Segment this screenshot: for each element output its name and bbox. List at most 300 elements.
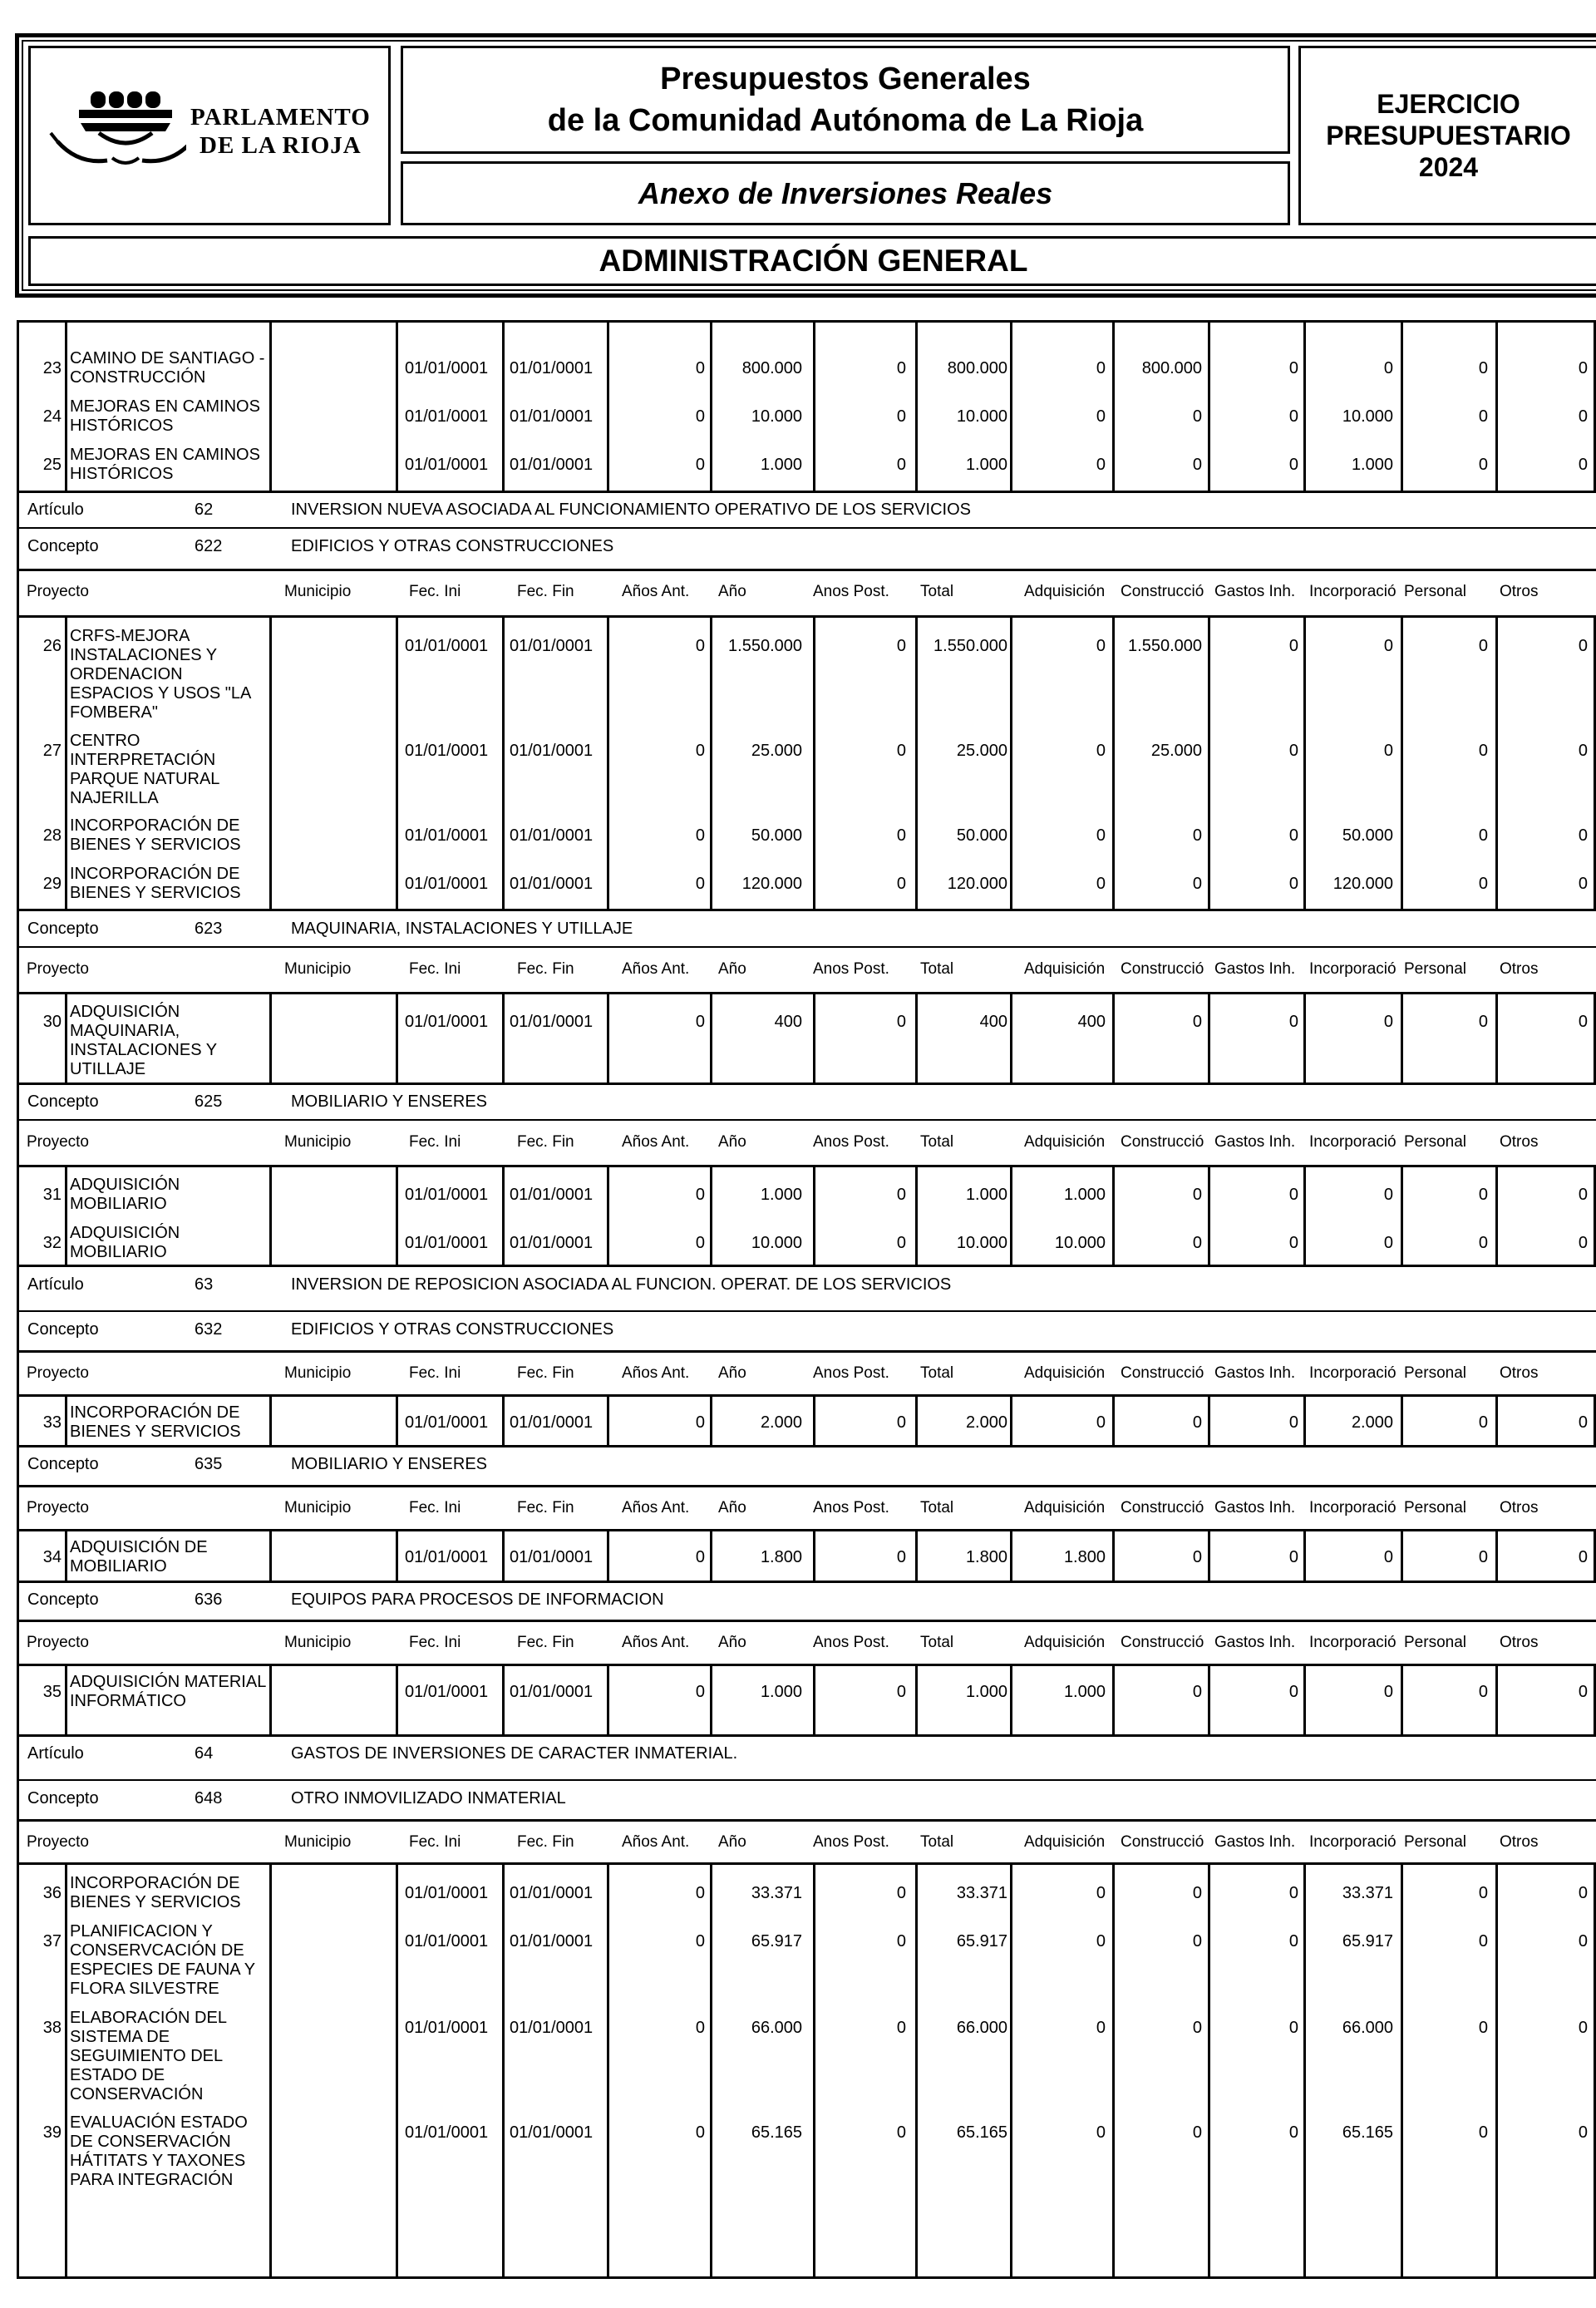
- column-header-construccion: Construcció: [1121, 1133, 1204, 1151]
- column-header-fec-ini: Fec. Ini: [409, 583, 461, 600]
- ant-value: 0: [695, 875, 705, 893]
- column-divider: [502, 1864, 505, 2276]
- otr-value: 0: [1578, 1234, 1588, 1252]
- column-header-fec-fin: Fec. Fin: [517, 1133, 574, 1151]
- total-value: 1.000: [965, 456, 1007, 474]
- column-header-proyecto: Proyecto: [27, 583, 89, 600]
- ant-value: 0: [695, 2123, 705, 2142]
- ano-value: 10.000: [751, 407, 802, 426]
- cons-value: 0: [1192, 1548, 1202, 1566]
- articulo-description: INVERSION NUEVA ASOCIADA AL FUNCIONAMIENTO OPERATIVO DE LOS SERVICIOS: [291, 500, 971, 519]
- otr-value: 0: [1578, 1413, 1588, 1432]
- table-rule: [17, 1529, 1596, 1531]
- column-header-anos-post: Anos Post.: [813, 1133, 889, 1151]
- column-header-total: Total: [920, 1499, 954, 1516]
- concepto-description: OTRO INMOVILIZADO INMATERIAL: [291, 1788, 566, 1807]
- cons-value: 0: [1192, 2123, 1202, 2142]
- column-divider: [1010, 1864, 1012, 2276]
- fec-ini-value: 01/01/0001: [405, 875, 489, 893]
- fec-ini-value: 01/01/0001: [405, 1234, 489, 1252]
- column-header-municipio: Municipio: [284, 960, 352, 978]
- table-row: [17, 627, 1596, 722]
- concepto-description: MOBILIARIO Y ENSERES: [291, 1092, 488, 1111]
- otr-value: 0: [1578, 407, 1588, 426]
- fec-fin-value: 01/01/0001: [510, 1234, 594, 1252]
- column-divider: [1303, 994, 1306, 1082]
- post-value: 0: [896, 1548, 906, 1566]
- table-row: [17, 816, 1596, 854]
- column-header-anos-post: Anos Post.: [813, 1499, 889, 1516]
- subtitle-box: [401, 161, 1290, 225]
- per-value: 0: [1478, 1234, 1488, 1252]
- ant-value: 0: [695, 1234, 705, 1252]
- column-header-total: Total: [920, 960, 954, 978]
- fec-fin-value: 01/01/0001: [510, 359, 594, 377]
- column-header-anos-post: Anos Post.: [813, 1634, 889, 1651]
- column-header-row: [17, 1621, 1596, 1664]
- concepto-code: 635: [195, 1454, 223, 1473]
- otr-value: 0: [1578, 1932, 1588, 1950]
- table-row: [17, 1874, 1596, 1911]
- total-value: 10.000: [956, 1234, 1007, 1252]
- column-divider: [396, 994, 398, 1082]
- concepto-code: 648: [195, 1788, 223, 1807]
- ano-value: 1.550.000: [728, 637, 802, 655]
- per-value: 0: [1478, 826, 1488, 845]
- fec-fin-value: 01/01/0001: [510, 742, 594, 760]
- column-divider: [1208, 1864, 1210, 2276]
- cons-value: 0: [1192, 1683, 1202, 1701]
- column-header-fec-ini: Fec. Ini: [409, 1133, 461, 1151]
- post-value: 0: [896, 359, 906, 377]
- concepto-description: EDIFICIOS Y OTRAS CONSTRUCCIONES: [291, 1319, 614, 1339]
- inc-value: 0: [1383, 1013, 1393, 1031]
- column-header-proyecto: Proyecto: [27, 1634, 89, 1651]
- fec-fin-value: 01/01/0001: [510, 637, 594, 655]
- fec-ini-value: 01/01/0001: [405, 1186, 489, 1204]
- concepto-code: 625: [195, 1092, 223, 1111]
- cons-value: 0: [1192, 1413, 1202, 1432]
- post-value: 0: [896, 1683, 906, 1701]
- concepto-description: MAQUINARIA, INSTALACIONES Y UTILLAJE: [291, 919, 633, 938]
- ejercicio-box: [1298, 46, 1596, 225]
- project-name: INCORPORACIÓN DE BIENES Y SERVICIOS: [70, 1874, 241, 1911]
- column-header-incorporacion: Incorporació: [1309, 583, 1396, 600]
- adq-value: 0: [1096, 742, 1106, 760]
- ant-value: 0: [695, 359, 705, 377]
- column-divider: [65, 994, 67, 1082]
- table-rule: [17, 1664, 1596, 1666]
- project-name: PLANIFICACION Y CONSERVCACIÓN DE ESPECIES DE FAUNA Y FLORA SILVESTRE: [70, 1922, 255, 1998]
- row-number: 38: [42, 2019, 62, 2037]
- concepto-description: MOBILIARIO Y ENSERES: [291, 1454, 488, 1473]
- column-header-gastos-inh: Gastos Inh.: [1214, 1364, 1296, 1382]
- adq-value: 1.000: [1063, 1186, 1106, 1204]
- per-value: 0: [1478, 742, 1488, 760]
- column-header-ano: Año: [718, 1364, 746, 1382]
- fec-fin-value: 01/01/0001: [510, 875, 594, 893]
- column-header-personal: Personal: [1404, 1833, 1466, 1851]
- adq-value: 0: [1096, 2123, 1106, 2142]
- ano-value: 50.000: [751, 826, 802, 845]
- concepto-code: 623: [195, 919, 223, 938]
- cons-value: 0: [1192, 1013, 1202, 1031]
- row-number: 33: [42, 1413, 62, 1432]
- column-header-total: Total: [920, 1364, 954, 1382]
- ant-value: 0: [695, 742, 705, 760]
- post-value: 0: [896, 407, 906, 426]
- column-divider: [269, 994, 272, 1082]
- fec-fin-value: 01/01/0001: [510, 1013, 594, 1031]
- fec-ini-value: 01/01/0001: [405, 2019, 489, 2037]
- column-divider: [1495, 1864, 1498, 2276]
- post-value: 0: [896, 875, 906, 893]
- title-box: [401, 46, 1290, 154]
- column-header-otros: Otros: [1500, 960, 1539, 978]
- inc-value: 0: [1383, 637, 1393, 655]
- concepto-row: [17, 1781, 1596, 1816]
- section-title: ADMINISTRACIÓN GENERAL: [598, 244, 1028, 278]
- fec-ini-value: 01/01/0001: [405, 1548, 489, 1566]
- total-value: 2.000: [965, 1413, 1007, 1432]
- column-header-otros: Otros: [1500, 1833, 1539, 1851]
- title-line1: Presupuestos Generales: [660, 62, 1031, 96]
- table-row: [17, 1538, 1596, 1576]
- gas-value: 0: [1288, 1013, 1298, 1031]
- table-rule: [17, 615, 1596, 618]
- column-header-proyecto: Proyecto: [27, 1833, 89, 1851]
- column-header-row: [17, 1487, 1596, 1530]
- table-row: [17, 1176, 1596, 1213]
- table-row: [17, 1922, 1596, 1998]
- ant-value: 0: [695, 456, 705, 474]
- otr-value: 0: [1578, 1013, 1588, 1031]
- column-header-incorporacion: Incorporació: [1309, 1499, 1396, 1516]
- ano-value: 800.000: [741, 359, 802, 377]
- inc-value: 33.371: [1342, 1884, 1393, 1902]
- concepto-label: Concepto: [27, 1092, 99, 1111]
- adq-value: 1.000: [1063, 1683, 1106, 1701]
- column-divider: [396, 1864, 398, 2276]
- column-divider: [607, 994, 609, 1082]
- post-value: 0: [896, 2123, 906, 2142]
- per-value: 0: [1478, 1932, 1488, 1950]
- row-number: 34: [42, 1548, 62, 1566]
- logo-box: [28, 46, 391, 225]
- gas-value: 0: [1288, 1683, 1298, 1701]
- articulo-description: GASTOS DE INVERSIONES DE CARACTER INMATERIAL.: [291, 1743, 738, 1763]
- inc-value: 65.917: [1342, 1932, 1393, 1950]
- inc-value: 66.000: [1342, 2019, 1393, 2037]
- column-header-ano: Año: [718, 1499, 746, 1516]
- column-header-total: Total: [920, 1133, 954, 1151]
- adq-value: 0: [1096, 826, 1106, 845]
- row-number: 31: [42, 1186, 62, 1204]
- post-value: 0: [896, 637, 906, 655]
- column-divider: [1401, 994, 1403, 1082]
- otr-value: 0: [1578, 742, 1588, 760]
- project-name: ADQUISICIÓN MOBILIARIO: [70, 1224, 180, 1261]
- project-name: EVALUACIÓN ESTADO DE CONSERVACIÓN HÁTITATS Y TAXONES PARA INTEGRACIÓN: [70, 2113, 248, 2189]
- cons-value: 0: [1192, 1234, 1202, 1252]
- gas-value: 0: [1288, 1186, 1298, 1204]
- column-header-municipio: Municipio: [284, 1364, 352, 1382]
- articulo-row: [17, 492, 1596, 527]
- adq-value: 0: [1096, 875, 1106, 893]
- column-divider: [1495, 994, 1498, 1082]
- ano-value: 65.165: [751, 2123, 802, 2142]
- column-divider: [1208, 994, 1210, 1082]
- column-header-anos-ant: Años Ant.: [622, 1499, 690, 1516]
- otr-value: 0: [1578, 2123, 1588, 2142]
- fec-fin-value: 01/01/0001: [510, 1932, 594, 1950]
- ant-value: 0: [695, 1186, 705, 1204]
- column-header-ano: Año: [718, 583, 746, 600]
- fec-ini-value: 01/01/0001: [405, 1013, 489, 1031]
- adq-value: 0: [1096, 2019, 1106, 2037]
- articulo-description: INVERSION DE REPOSICION ASOCIADA AL FUNCION. OPERAT. DE LOS SERVICIOS: [291, 1275, 952, 1294]
- project-name: MEJORAS EN CAMINOS HISTÓRICOS: [70, 446, 260, 483]
- column-header-row: [17, 1121, 1596, 1164]
- cons-value: 1.550.000: [1128, 637, 1202, 655]
- inc-value: 50.000: [1342, 826, 1393, 845]
- column-header-adquisicion: Adquisición: [1024, 1833, 1106, 1851]
- ant-value: 0: [695, 1683, 705, 1701]
- ant-value: 0: [695, 637, 705, 655]
- articulo-code: 62: [195, 500, 214, 519]
- column-header-adquisicion: Adquisición: [1024, 1364, 1106, 1382]
- column-header-adquisicion: Adquisición: [1024, 1499, 1106, 1516]
- column-header-adquisicion: Adquisición: [1024, 583, 1106, 600]
- otr-value: 0: [1578, 1683, 1588, 1701]
- concepto-description: EQUIPOS PARA PROCESOS DE INFORMACION: [291, 1590, 664, 1609]
- column-header-fec-fin: Fec. Fin: [517, 583, 574, 600]
- column-header-otros: Otros: [1500, 1499, 1539, 1516]
- per-value: 0: [1478, 1413, 1488, 1432]
- inc-value: 0: [1383, 359, 1393, 377]
- column-divider: [1112, 1864, 1115, 2276]
- fec-fin-value: 01/01/0001: [510, 1186, 594, 1204]
- column-header-proyecto: Proyecto: [27, 1364, 89, 1382]
- per-value: 0: [1478, 1013, 1488, 1031]
- column-header-construccion: Construcció: [1121, 1499, 1204, 1516]
- total-value: 1.000: [965, 1683, 1007, 1701]
- post-value: 0: [896, 1234, 906, 1252]
- ant-value: 0: [695, 1548, 705, 1566]
- row-number: 37: [42, 1932, 62, 1950]
- column-header-otros: Otros: [1500, 1634, 1539, 1651]
- concepto-code: 632: [195, 1319, 223, 1339]
- otr-value: 0: [1578, 826, 1588, 845]
- column-header-incorporacion: Incorporació: [1309, 1133, 1396, 1151]
- column-header-fec-fin: Fec. Fin: [517, 960, 574, 978]
- ejercicio-line1: EJERCICIO: [1377, 89, 1520, 119]
- ano-value: 65.917: [751, 1932, 802, 1950]
- column-header-fec-fin: Fec. Fin: [517, 1634, 574, 1651]
- logo-line2: DE LA RIOJA: [200, 132, 362, 159]
- column-header-incorporacion: Incorporació: [1309, 1634, 1396, 1651]
- column-header-adquisicion: Adquisición: [1024, 960, 1106, 978]
- table-rule: [17, 1862, 1596, 1865]
- cons-value: 0: [1192, 1186, 1202, 1204]
- column-header-construccion: Construcció: [1121, 1634, 1204, 1651]
- total-value: 66.000: [956, 2019, 1007, 2037]
- gas-value: 0: [1288, 637, 1298, 655]
- column-header-incorporacion: Incorporació: [1309, 1364, 1396, 1382]
- column-header-ano: Año: [718, 1833, 746, 1851]
- row-number: 28: [42, 826, 62, 845]
- ano-value: 120.000: [741, 875, 802, 893]
- table-rule: [17, 992, 1596, 994]
- row-number: 32: [42, 1234, 62, 1252]
- column-divider: [1010, 994, 1012, 1082]
- column-divider: [1112, 994, 1115, 1082]
- table-row: [17, 1403, 1596, 1441]
- table-row: [17, 446, 1596, 483]
- ant-value: 0: [695, 1413, 705, 1432]
- concepto-row: [17, 911, 1596, 946]
- ant-value: 0: [695, 1013, 705, 1031]
- row-number: 24: [42, 407, 62, 426]
- column-header-ano: Año: [718, 960, 746, 978]
- ejercicio-year: 2024: [1418, 152, 1479, 182]
- column-header-otros: Otros: [1500, 583, 1539, 600]
- fec-fin-value: 01/01/0001: [510, 1884, 594, 1902]
- fec-fin-value: 01/01/0001: [510, 2019, 594, 2037]
- gas-value: 0: [1288, 1884, 1298, 1902]
- otr-value: 0: [1578, 359, 1588, 377]
- gas-value: 0: [1288, 875, 1298, 893]
- title-line2: de la Comunidad Autónoma de La Rioja: [547, 103, 1144, 138]
- column-divider: [915, 1864, 918, 2276]
- concepto-description: EDIFICIOS Y OTRAS CONSTRUCCIONES: [291, 536, 614, 555]
- project-name: INCORPORACIÓN DE BIENES Y SERVICIOS: [70, 865, 241, 902]
- table-rule: [17, 1165, 1596, 1167]
- concepto-row: [17, 529, 1596, 564]
- column-header-row: [17, 1352, 1596, 1395]
- column-header-personal: Personal: [1404, 1133, 1466, 1151]
- table-row: [17, 1224, 1596, 1261]
- fec-fin-value: 01/01/0001: [510, 826, 594, 845]
- otr-value: 0: [1578, 456, 1588, 474]
- gas-value: 0: [1288, 1413, 1298, 1432]
- parliament-emblem-icon: [41, 81, 186, 173]
- column-divider: [813, 1864, 815, 2276]
- logo-line1: PARLAMENTO: [190, 104, 371, 131]
- column-header-row: [17, 1821, 1596, 1864]
- column-header-personal: Personal: [1404, 1364, 1466, 1382]
- gas-value: 0: [1288, 407, 1298, 426]
- column-header-anos-post: Anos Post.: [813, 1833, 889, 1851]
- total-value: 400: [979, 1013, 1007, 1031]
- inc-value: 0: [1383, 1548, 1393, 1566]
- column-header-fec-ini: Fec. Ini: [409, 960, 461, 978]
- total-value: 800.000: [947, 359, 1007, 377]
- post-value: 0: [896, 1013, 906, 1031]
- column-header-personal: Personal: [1404, 1499, 1466, 1516]
- row-number: 35: [42, 1683, 62, 1701]
- column-header-personal: Personal: [1404, 1634, 1466, 1651]
- per-value: 0: [1478, 1186, 1488, 1204]
- column-header-proyecto: Proyecto: [27, 960, 89, 978]
- column-header-anos-ant: Años Ant.: [622, 583, 690, 600]
- gas-value: 0: [1288, 2123, 1298, 2142]
- inc-value: 0: [1383, 1683, 1393, 1701]
- adq-value: 0: [1096, 1932, 1106, 1950]
- articulo-label: Artículo: [27, 500, 84, 519]
- fec-ini-value: 01/01/0001: [405, 2123, 489, 2142]
- column-header-otros: Otros: [1500, 1133, 1539, 1151]
- column-header-anos-post: Anos Post.: [813, 960, 889, 978]
- ant-value: 0: [695, 2019, 705, 2037]
- per-value: 0: [1478, 359, 1488, 377]
- otr-value: 0: [1578, 1548, 1588, 1566]
- column-header-gastos-inh: Gastos Inh.: [1214, 960, 1296, 978]
- ano-value: 66.000: [751, 2019, 802, 2037]
- gas-value: 0: [1288, 742, 1298, 760]
- cons-value: 800.000: [1141, 359, 1202, 377]
- project-name: INCORPORACIÓN DE BIENES Y SERVICIOS: [70, 1403, 241, 1441]
- post-value: 0: [896, 2019, 906, 2037]
- project-name: ADQUISICIÓN MOBILIARIO: [70, 1176, 180, 1213]
- concepto-code: 622: [195, 536, 223, 555]
- gas-value: 0: [1288, 1234, 1298, 1252]
- table-row: [17, 2009, 1596, 2103]
- column-header-row: [17, 570, 1596, 614]
- project-name: ADQUISICIÓN DE MOBILIARIO: [70, 1538, 208, 1576]
- ant-value: 0: [695, 1884, 705, 1902]
- ano-value: 400: [774, 1013, 802, 1031]
- column-header-fec-fin: Fec. Fin: [517, 1364, 574, 1382]
- cons-value: 0: [1192, 456, 1202, 474]
- ano-value: 25.000: [751, 742, 802, 760]
- column-header-fec-fin: Fec. Fin: [517, 1499, 574, 1516]
- project-name: MEJORAS EN CAMINOS HISTÓRICOS: [70, 397, 260, 435]
- column-header-row: [17, 948, 1596, 991]
- otr-value: 0: [1578, 875, 1588, 893]
- ano-value: 1.000: [760, 456, 802, 474]
- project-name: ADQUISICIÓN MAQUINARIA, INSTALACIONES Y UTILLAJE: [70, 1003, 217, 1078]
- adq-value: 0: [1096, 1884, 1106, 1902]
- column-divider: [1401, 1864, 1403, 2276]
- section-title-box: [28, 236, 1596, 286]
- adq-value: 400: [1077, 1013, 1106, 1031]
- row-number: 30: [42, 1013, 62, 1031]
- column-header-gastos-inh: Gastos Inh.: [1214, 583, 1296, 600]
- inc-value: 1.000: [1351, 456, 1393, 474]
- project-name: ELABORACIÓN DEL SISTEMA DE SEGUIMIENTO DEL ESTADO DE CONSERVACIÓN: [70, 2009, 227, 2103]
- concepto-label: Concepto: [27, 1319, 99, 1339]
- column-header-anos-ant: Años Ant.: [622, 1364, 690, 1382]
- per-value: 0: [1478, 2019, 1488, 2037]
- table-row: [17, 1673, 1596, 1710]
- total-value: 10.000: [956, 407, 1007, 426]
- table-row: [17, 397, 1596, 435]
- row-number: 29: [42, 875, 62, 893]
- articulo-code: 63: [195, 1275, 214, 1294]
- column-header-total: Total: [920, 1833, 954, 1851]
- column-header-anos-ant: Años Ant.: [622, 960, 690, 978]
- adq-value: 0: [1096, 359, 1106, 377]
- project-name: INCORPORACIÓN DE BIENES Y SERVICIOS: [70, 816, 241, 854]
- cons-value: 0: [1192, 826, 1202, 845]
- column-header-proyecto: Proyecto: [27, 1133, 89, 1151]
- column-header-municipio: Municipio: [284, 1499, 352, 1516]
- otr-value: 0: [1578, 637, 1588, 655]
- column-header-gastos-inh: Gastos Inh.: [1214, 1634, 1296, 1651]
- project-name: ADQUISICIÓN MATERIAL INFORMÁTICO: [70, 1673, 266, 1710]
- cons-value: 0: [1192, 2019, 1202, 2037]
